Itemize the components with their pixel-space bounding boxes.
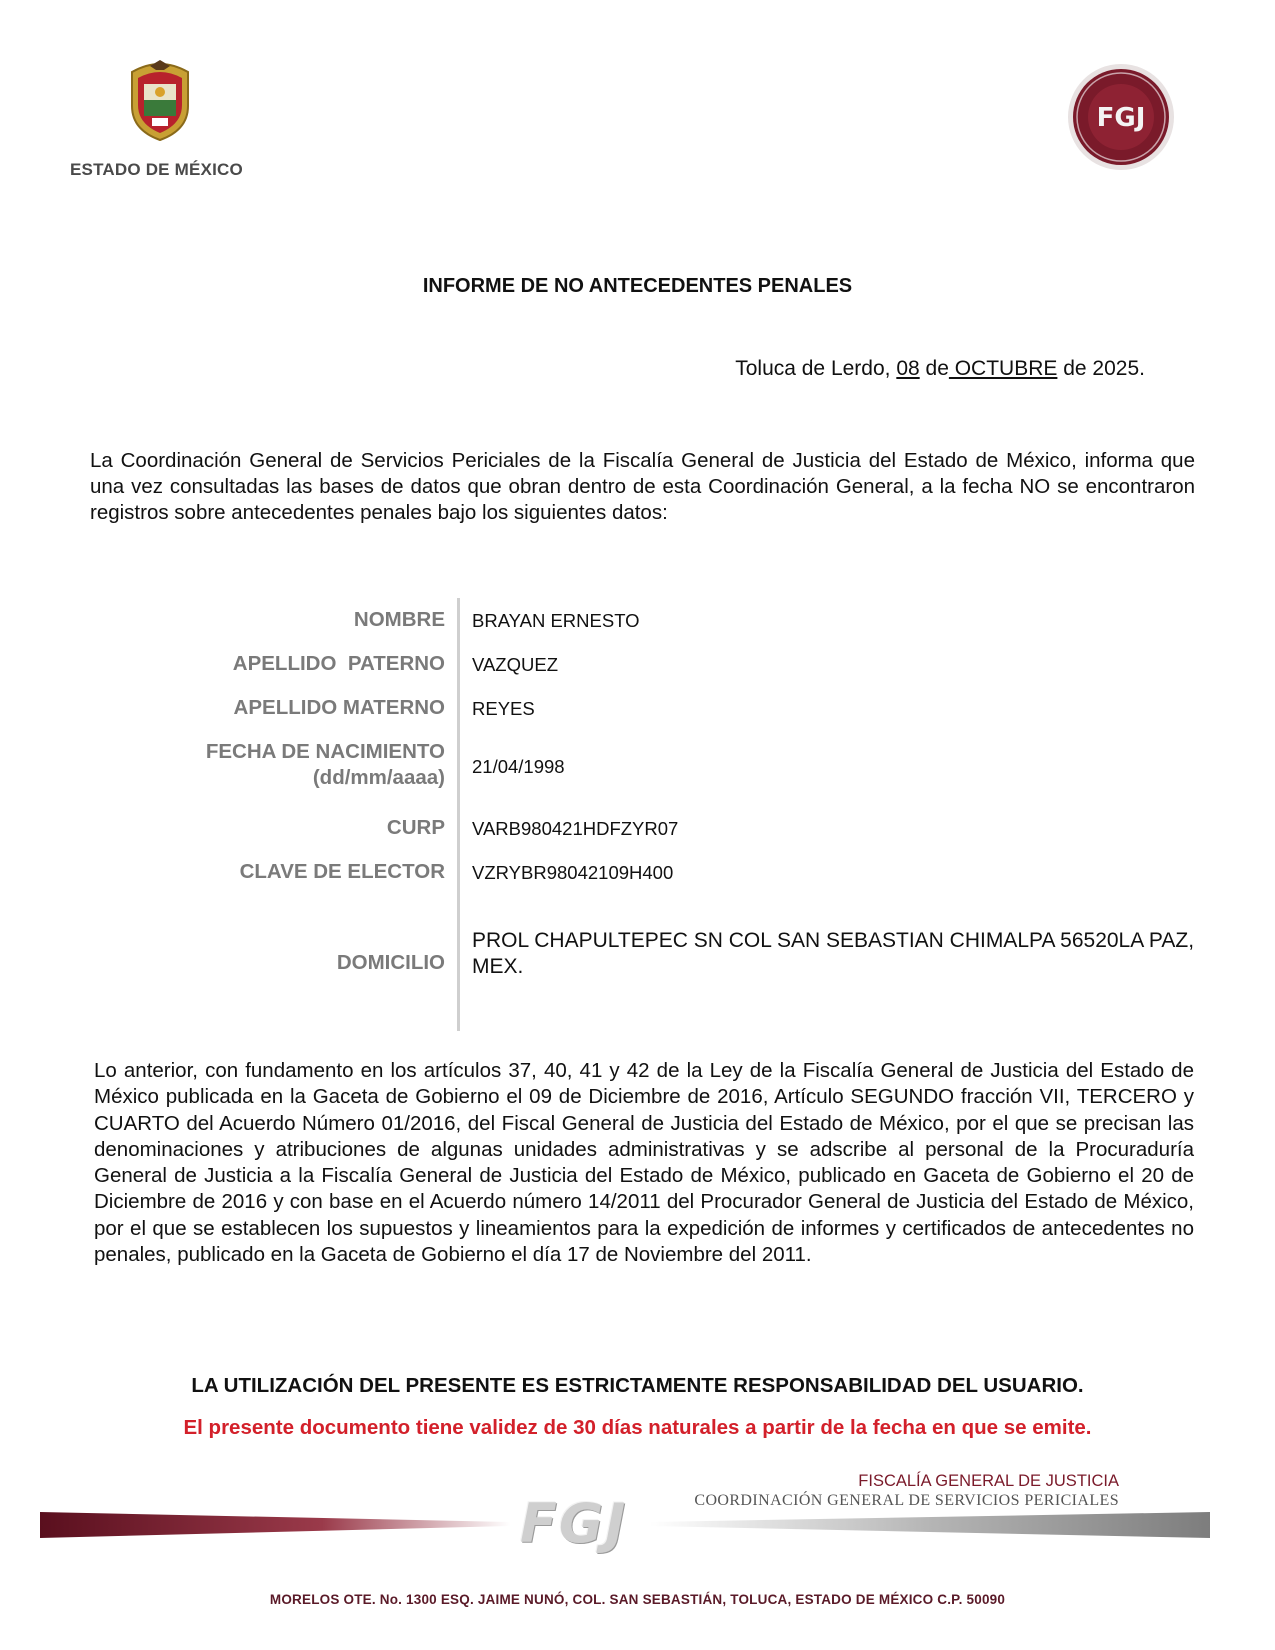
- date-suffix: de 2025.: [1057, 357, 1145, 380]
- responsibility-notice: LA UTILIZACIÓN DEL PRESENTE ES ESTRICTAMENTE RESPONSABILIDAD DEL USUARIO.: [191, 1374, 1084, 1397]
- date-day: 08: [896, 357, 920, 380]
- footer-fgj-logo: FGJ: [520, 1492, 628, 1555]
- apellido-materno-value: REYES: [472, 698, 535, 719]
- footer-band-right: [650, 1512, 1210, 1538]
- legal-basis-paragraph: Lo anterior, con fundamento en los artículos 37, 40, 41 y 42 de la Ley de la Fiscalía General de Justicia del Estado de México publicada en la Gaceta de Gobierno el 09 de Diciembre de 2016, Artículo SEGUNDO fracción VII, TERCERO y CUARTO del Acuerdo Número 01/2016, del Fiscal General de Justicia del Estado de México, por el que se precisan las denominaciones y atribuciones de algunas unidades administrativas y se adscribe al personal de la Procuraduría General de Justicia a la Fiscalía General de Justicia del Estado de México, publicado en Gaceta de Gobierno el 20 de Diciembre de 2016 y con base en el Acuerdo número 14/2011 del Procurador General de Justicia del Estado de México, por el que se establecen los supuestos y lineamientos para la expedición de informes y certificados de antecedentes no penales, publicado en la Gaceta de Gobierno el día 17 de Noviembre del 2011.: [94, 1059, 1194, 1267]
- curp-value: VARB980421HDFZYR07: [472, 818, 679, 839]
- apellido-paterno-label: APELLIDO PATERNO: [232, 652, 445, 675]
- date-de: de: [919, 357, 949, 380]
- estado-de-mexico-coat-of-arms-icon: [124, 58, 196, 142]
- footer-coordination: COORDINACIÓN GENERAL DE SERVICIOS PERICIALES: [694, 1492, 1119, 1509]
- intro-paragraph: La Coordinación General de Servicios Periciales de la Fiscalía General de Justicia del Estado de México, informa que una vez consultadas las bases de datos que obran dentro de esta Coordinación General, a la fecha NO se encontraron registros sobre antecedentes penales bajo los siguientes datos:: [90, 449, 1195, 524]
- clave-elector-label: CLAVE DE ELECTOR: [239, 860, 445, 883]
- fgj-seal-icon: [1066, 62, 1176, 172]
- nombre-label: NOMBRE: [353, 608, 445, 631]
- state-name: ESTADO DE MÉXICO: [70, 160, 243, 179]
- date-prefix: Toluca de Lerdo,: [735, 357, 897, 380]
- date-line: [735, 357, 1145, 381]
- apellido-materno-label: APELLIDO MATERNO: [233, 696, 445, 719]
- footer-institution: FISCALÍA GENERAL DE JUSTICIA: [858, 1472, 1119, 1490]
- document-title: INFORME DE NO ANTECEDENTES PENALES: [422, 275, 853, 297]
- nombre-value: BRAYAN ERNESTO: [472, 610, 640, 631]
- fecha-nacimiento-label: FECHA DE NACIMIENTO: [205, 740, 445, 763]
- footer-address: MORELOS OTE. No. 1300 ESQ. JAIME NUNÓ, COL. SAN SEBASTIÁN, TOLUCA, ESTADO DE MÉXICO C.P. 50090: [269, 1592, 1006, 1607]
- table-divider: [457, 598, 460, 1031]
- apellido-paterno-value: VAZQUEZ: [472, 654, 558, 675]
- date-month: OCTUBRE: [948, 357, 1058, 380]
- footer-band-left: [40, 1512, 510, 1538]
- fgj-seal-text: FGJ: [1096, 103, 1146, 133]
- domicilio-label: DOMICILIO: [336, 951, 445, 974]
- fecha-nacimiento-value: 21/04/1998: [472, 756, 565, 777]
- clave-elector-value: VZRYBR98042109H400: [472, 862, 674, 883]
- domicilio-value: PROL CHAPULTEPEC SN COL SAN SEBASTIAN CHIMALPA 56520LA PAZ, MEX.: [472, 929, 1195, 978]
- validity-notice: El presente documento tiene validez de 30 días naturales a partir de la fecha en que se emite.: [183, 1416, 1092, 1439]
- curp-label: CURP: [386, 816, 445, 839]
- fecha-nacimiento-format: (dd/mm/aaaa): [312, 766, 445, 789]
